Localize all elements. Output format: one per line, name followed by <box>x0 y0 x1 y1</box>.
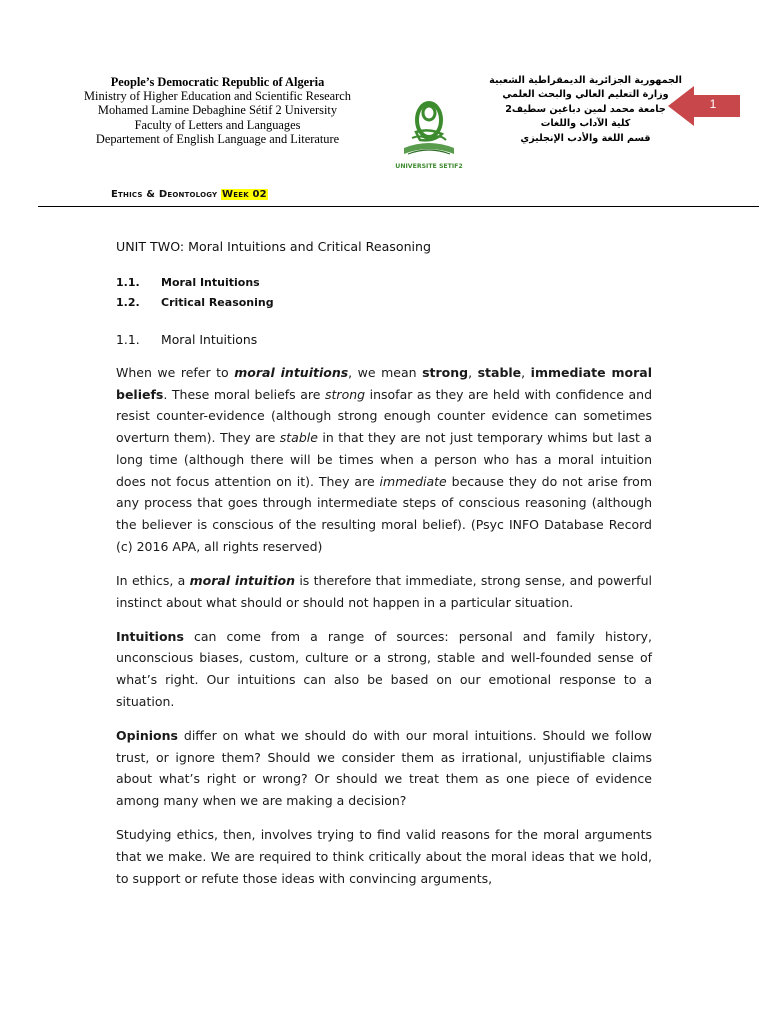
header-french <box>40 75 395 146</box>
header-line-republic: People’s Democratic Republic of Algeria <box>110 75 325 89</box>
paragraph-moral-intuitions-definition: When we refer to moral intuitions, we mean strong, stable, immediate moral beliefs. These moral beliefs are strong insofar as they are held with confidence and resist counter-evidence (although strong enough counter evidence can sometimes overturn them). They are stable in that they are not just temporary whims but last a long time (although there will be times when a person who has a moral intuition does not focus attention on it). They are immediate because they do not arise from any process that goes through intermediate steps of conscious reasoning (although the believer is conscious of the resulting moral belief). (Psyc INFO Database Record (c) 2016 APA, all rights reserved) <box>116 365 652 554</box>
paragraph-opinions: Opinions differ on what we should do with our moral intuitions. Should we follow trust, or ignore them? Should we consider them as irrational, unjustifiable claims about what’s right or wrong? Or should we treat them as one piece of evidence among many when we are making a decision? <box>116 728 652 809</box>
header-arabic-line-ministry: وزارة التعليم العالي والبحث العلمي <box>502 89 669 101</box>
course-title: Ethics & Deontology <box>111 189 218 200</box>
header-arabic-line-department: قسم اللغة والأدب الإنجليزي <box>520 132 651 144</box>
header-arabic-line-university: جامعة محمد لمين دباغين سطيف2 <box>505 103 666 115</box>
university-logo <box>394 98 464 176</box>
toc-number: 1.1. <box>116 276 140 289</box>
paragraph-intuition-sources: Intuitions can come from a range of sources: personal and family history, unconscious biases, custom, culture or a strong, stable and well-founded sense of what’s right. Our intuitions can also be based on our emotional response to a situation. <box>116 628 652 709</box>
toc-item <box>116 293 274 313</box>
table-of-contents <box>116 273 274 312</box>
logo-caption: UNIVERSITE SETIF2 <box>395 163 463 170</box>
toc-item <box>116 273 274 293</box>
toc-number: 1.2. <box>116 295 140 309</box>
toc-label: Moral Intuitions <box>161 276 260 289</box>
body-text <box>116 362 652 902</box>
section-number: 1.1. <box>116 332 140 347</box>
section-label: Moral Intuitions <box>161 332 258 347</box>
header-line-department: Departement of English Language and Literature <box>95 131 340 146</box>
header-line-faculty: Faculty of Letters and Languages <box>134 117 301 132</box>
paragraph-ethics-moral-intuition: In ethics, a moral intuition is therefore that immediate, strong sense, and powerful instinct about what should or should not happen in a particular situation. <box>116 572 652 610</box>
header-arabic-line-faculty: كلية الآداب واللغات <box>540 118 631 130</box>
toc-label: Critical Reasoning <box>161 295 274 309</box>
header-line-university: Mohamed Lamine Debaghine Sétif 2 University <box>97 103 338 118</box>
header-divider <box>38 206 759 207</box>
course-week-line <box>111 189 268 200</box>
section-heading <box>116 332 257 347</box>
page-number: 1 <box>709 97 717 111</box>
header-line-ministry: Ministry of Higher Education and Scientific Research <box>83 89 351 104</box>
unit-title: UNIT TWO: Moral Intuitions and Critical Reasoning <box>116 239 432 254</box>
header-arabic-line-republic: الجمهورية الجزائرية الديمقراطية الشعبية <box>489 75 682 86</box>
paragraph-studying-ethics: Studying ethics, then, involves trying to find valid reasons for the moral arguments that we make. We are required to think critically about the moral ideas that we hold, to support or refute those ideas with convincing arguments, <box>116 827 652 886</box>
header-arabic <box>478 74 693 146</box>
week-label: Week 02 <box>222 189 267 200</box>
